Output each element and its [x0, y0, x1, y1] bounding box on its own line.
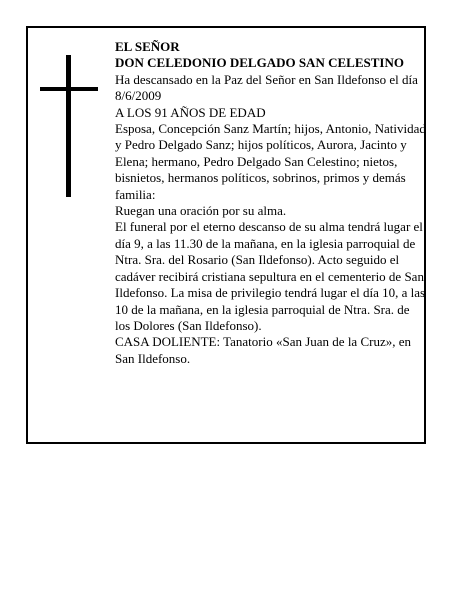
mourning-house: CASA DOLIENTE: Tanatorio «San Juan de la Cruz», en San Ildefonso.: [115, 334, 411, 366]
notice-heading: EL SEÑOR: [115, 39, 180, 54]
funeral-details: El funeral por el eterno descanso de su alma tendrá lugar el día 9, a las 11.30 de la mañana, en la iglesia parroquial de Ntra. Sra. del Rosario (San Ildefonso). Acto seguido el cadáver recibirá cristiana sepultura en el cementerio de San Ildefonso. La misa de privilegio tendrá lugar el día 10, a las 10 de la mañana, en la iglesia parroquial de Ntra. Sra. de los Dolores (San Ildefonso).: [115, 219, 426, 333]
notice-text: [115, 39, 427, 367]
deceased-name: DON CELEDONIO DELGADO SAN CELESTINO: [115, 55, 404, 71]
cross-icon: [40, 55, 98, 197]
death-statement: Ha descansado en la Paz del Señor en San Ildefonso el día 8/6/2009: [115, 71, 418, 104]
age-statement: A LOS 91 AÑOS DE EDAD: [115, 104, 266, 120]
cross-horizontal-bar: [40, 87, 98, 91]
prayer-request: Ruegan una oración por su alma.: [115, 203, 287, 219]
obituary-notice: [26, 26, 426, 444]
cross-vertical-bar: [66, 55, 71, 197]
family-list: Esposa, Concepción Sanz Martín; hijos, Antonio, Natividad y Pedro Delgado Sanz; hijos políticos, Aurora, Jacinto y Elena; hermano, Pedro Delgado San Celestino; nietos, bisnietos, hermanos políticos, sobrinos, primos y demás familia:: [115, 121, 426, 202]
